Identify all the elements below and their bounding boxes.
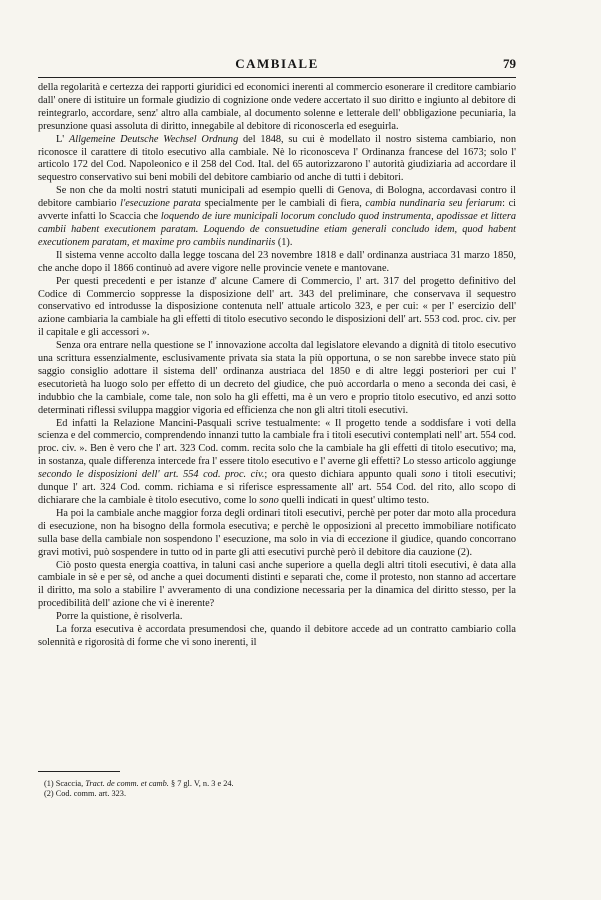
text-run: quelli indicati in quest' ultimo testo. (278, 495, 430, 506)
italic-run: Tract. de comm. et camb. (85, 779, 169, 788)
text-run: (2) Cod. comm. art. 323. (44, 789, 127, 799)
italic-run: sono (421, 469, 441, 481)
body-text (38, 82, 516, 650)
text-run: i titoli esecutivi; dunque l' art. 324 Cod. comm. richiama e si riferisce espressamente all' art. 554 Cod. del rito, allo scopo di dichiarare che la cambiale è titolo esecutivo, come lo (38, 469, 516, 506)
text-run: Senza ora entrare nella questione se l' innovazione accolta dal legislatore elevando a dignità di titolo esecutivo una scrittura essenzialmente, esclusivamente privata sia stata la più opportuna, o se non sarebbe invece stato più saggio consiglio adottare il sistema dell' ordinanza austriaca del 1850 e di altre leggi posteriori per cui l' esecutorietà ha luogo solo per effetto di un decreto del giudice, che può accordarla o meno a seconda dei casi, è indubbio che la cambiale, come tale, non solo ha gli effetti, ma è un vero e proprio titolo esecutivo, ed anzi sotto determinati riflessi sviluppa maggior vigoria ed efficienza che non gli altri titoli esecutivi. (38, 340, 516, 416)
text-run: Il sistema venne accolto dalla legge toscana del 23 novembre 1818 e dall' ordinanza austriaca 31 marzo 1850, che anche dopo il 1866 continuò ad avere vigore nelle provincie venete e mantovane. (38, 249, 516, 274)
text-run: (1). (275, 236, 293, 248)
text-run: Se non che da molti nostri statuti municipali ad esempio quelli di Genova, di Bologna, accordavasi contro il debitore cambiario (38, 185, 516, 210)
paragraph (38, 624, 516, 650)
text-run: L' (56, 133, 69, 145)
text-run: Per questi precedenti e per istanze d' alcune Camere di Commercio, l' art. 317 del progetto definitivo del Codice di Commercio soppresse la disposizione dell' art. 343 del preliminare, che conservava il sequestro conservativo ed introdusse la disposizione contenuta nell' attuale articolo 323, e per cui: « per l' esercizio dell' azione cambiaria la cambiale ha gli effetti di titolo esecutivo secondo le disposizioni dell' art. 553 cod. proc. civ. per il capitale e gli accessori ». (38, 275, 516, 339)
italic-run: sono (259, 495, 279, 506)
text-run: della regolarità e certezza dei rapporti giuridici ed economici inerenti al commercio esonerare il creditore cambiario dall' onere di istituire un formale giudizio di cognizione onde vedere accertato il suo diritto e ingiunto al debitore di reintegrarlo, accordare, senz' altro alla cambiale, al documento solenne e letterale dell' obbligazione pecuniaria, la presunzione quasi assoluta di diritto, innegabile al debitore di riconoscerla ed eseguirla. (38, 82, 516, 132)
text-run: del 1848, su cui è modellato il nostro sistema cambiario, non riconosce il carattere di titolo esecutivo alla cambiale. Nè lo riconosceva l' Ordinanza francese del 1673; solo l' articolo 172 del Cod. Napoleonico e il 258 del Cod. Ital. del 65 autorizzarono l' autorità giudiziaria ad accordare il sequestro conservativo sui beni mobili del debitore cambiario od anche di tutti i debitori. (38, 133, 516, 184)
header-rule (38, 77, 516, 78)
text-run: (1) Scaccia, (44, 779, 86, 788)
paragraph (38, 134, 516, 186)
text-run: Ciò posto questa energia coattiva, in taluni casi anche superiore a quella degli altri titoli esecutivi, è data alla cambiale in sè e per sè, od anche a quei documenti distinti e separati che, come il protesto, non stanno ad accertare il diritto, ma solo a stabilire l' avveramento di una condizione necessaria per la dinamica del diritto stesso, per la procedibilità dell' azione che vi è inerente? (38, 559, 516, 610)
paragraph (38, 418, 516, 508)
paragraph (38, 508, 516, 560)
text-run: Porre la quistione, è risolverla. (56, 611, 183, 623)
text-run: ; ora questo dichiara appunto quali (264, 469, 422, 481)
running-header (38, 56, 516, 76)
paragraph (38, 560, 516, 612)
paragraph (38, 611, 516, 624)
text-run: Ed infatti la Relazione Mancini-Pasquali scrive testualmente: « Il progetto tende a soddisfare i voti della scienza e del commercio, comprendendo innanzi tutto la cambiale fra i titoli esecutivi contemplati nell' art. 554 cod. proc. civ. ». Ben è vero che l' art. 323 Cod. comm. recita solo che la cambiale ha gli effetti di titolo esecutivo; ma, in sostanza, quale differenza intercede fra l' essere titolo esecutivo e l' averne gli effetti? Lo stesso articolo aggiunge (38, 417, 516, 468)
italic-run: Allgemeine Deutsche Wechsel Ordnung (68, 133, 239, 145)
italic-run: secondo le disposizioni dell' art. 554 cod. proc. civ. (38, 469, 265, 481)
footnote-rule (38, 771, 120, 772)
paragraph (38, 276, 516, 341)
page-number: 79 (503, 56, 516, 71)
paragraph (38, 250, 516, 276)
footnotes (44, 779, 504, 799)
italic-run: loquendo de iure municipali locorum concludo quod instrumenta, apodissae et littera cambii habent executionem paratam. Loquendo de consuetudine etiam generali concludo idem, quod habent executionem paratam, et maxime pro cambiis nundinariis (38, 211, 517, 248)
text-run: : ci avverte infatti lo Scaccia che (38, 198, 516, 223)
text-run: § 7 gl. V, n. 3 e 24. (168, 779, 234, 788)
paragraph (38, 340, 516, 417)
footnote (44, 779, 504, 789)
paragraph (38, 82, 516, 134)
running-title: CAMBIALE (235, 56, 319, 71)
text-run: Ha poi la cambiale anche maggior forza degli ordinari titoli esecutivi, perchè per poter dar moto alla procedura di esecuzione, non ha bisogno della formola esecutiva; e perchè le opposizioni al precetto immobiliare notificato sulla base della cambiale non sospendono l' esecuzione, ma solo in via di eccezione il giudice, quando concorrano gravi motivi, può sospendere in tutto od in parte gli atti esecutivi purchè però il debitore dia cauzione (2). (38, 507, 516, 558)
text-run: specialmente per le cambiali di fiera, (200, 198, 366, 210)
text-run: La forza esecutiva è accordata presumendosi che, quando il debitore accede ad un contratto cambiario colla solennità e rigorosità di forme che vi sono inerenti, il (38, 624, 516, 648)
footnote (44, 789, 504, 799)
paragraph (38, 185, 516, 250)
italic-run: l'esecuzione parata (120, 198, 201, 210)
italic-run: cambia nundinaria seu feriarum (365, 198, 503, 210)
